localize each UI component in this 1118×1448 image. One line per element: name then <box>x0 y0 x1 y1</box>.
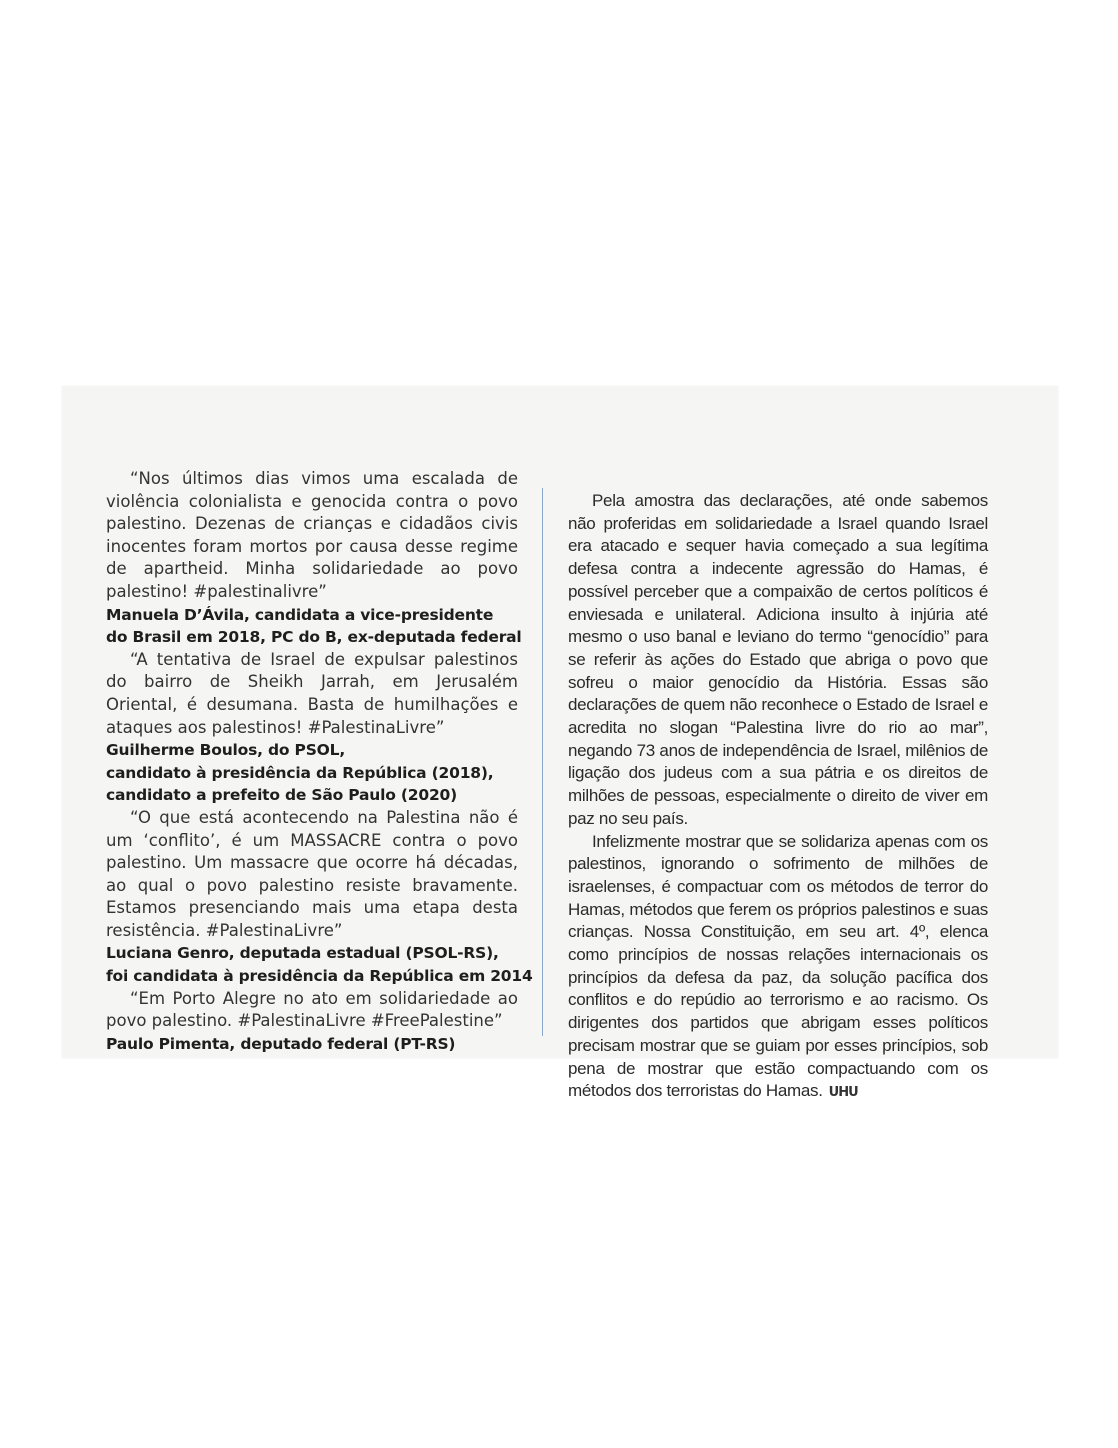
article-column <box>568 490 988 1105</box>
column-divider <box>542 488 543 1036</box>
attribution-line: candidato a prefeito de São Paulo (2020) <box>106 786 458 805</box>
attribution-line: Guilherme Boulos, do PSOL, <box>106 741 346 760</box>
end-mark-logo: UHU <box>828 1085 858 1101</box>
quote-text: “Em Porto Alegre no ato em solidariedade ao povo palestino. #PalestinaLivre #FreePalestine” <box>106 988 518 1031</box>
quote-attribution <box>106 739 518 807</box>
attribution-line: foi candidata à presidência da República em 2014 <box>106 967 533 986</box>
quote-text: “O que está acontecendo na Palestina não é um ‘conflito’, é um MASSACRE contra o povo palestino. Um massacre que ocorre há décadas, ao qual o povo palestino resiste bravamente. Estamos presenciando mais uma etapa desta resistência. #PalestinaLivre” <box>106 807 518 940</box>
attribution-line: Paulo Pimenta, deputado federal (PT-RS) <box>106 1034 456 1053</box>
quote-attribution <box>106 1033 518 1056</box>
attribution-line: do Brasil em 2018, PC do B, ex-deputada federal <box>106 628 522 647</box>
article-paragraph <box>568 831 988 1105</box>
attribution-line: Luciana Genro, deputada estadual (PSOL-RS), <box>106 944 499 963</box>
quote-attribution <box>106 942 533 987</box>
quotes-column <box>106 468 533 1055</box>
attribution-line: candidato à presidência da República (2018), <box>106 763 494 782</box>
article-paragraph-text: Infelizmente mostrar que se solidariza apenas com os palestinos, ignorando o sofrimento de milhões de israelenses, é compactuar com os métodos de terror do Hamas, métodos que ferem os próprios palestinos e suas crianças. Nossa Constituição, em seu art. 4º, elenca como princípios de nossas relações internacionais os princípios da defesa da paz, da solução pacífica dos conflitos e do repúdio ao terrorismo e ao racismo. Os dirigentes dos partidos que abrigam esses políticos precisam mostrar que se guiam por esses princípios, sob pena de mostrar que estão compactuando com os métodos dos terroristas do Hamas. <box>568 831 988 1101</box>
quote-text: “A tentativa de Israel de expulsar palestinos do bairro de Sheikh Jarrah, em Jerusalém Oriental, é desumana. Basta de humilhações e ataques aos palestinos! #PalestinaLivre” <box>106 649 518 737</box>
article-paragraph: Pela amostra das declarações, até onde sabemos não proferidas em solidariedade a Israel quando Israel era atacado e sequer havia começado a sua legítima defesa contra a indecente agressão do Hamas, é possível perceber que a compaixão de certos políticos é enviesada e unilateral. Adiciona insulto à injúria até mesmo o uso banal e leviano do termo “genocídio” para se referir às ações do Estado que abriga o povo que sofreu o maior genocídio da História. Essas são declarações de quem não reconhece o Estado de Israel e acredita no slogan “Palestina livre do rio ao mar”, negando 73 anos de independência de Israel, milênios de ligação dos judeus com a sua pátria e os direitos de milhões de pessoas, especialmente o direito de viver em paz no seu país. <box>568 491 988 828</box>
attribution-line: Manuela D’Ávila, candidata a vice-presidente <box>106 605 494 624</box>
quote-text: “Nos últimos dias vimos uma escalada de violência colonialista e genocida contra o povo palestino. Dezenas de crianças e cidadãos civis inocentes foram mortos por causa desse regime de apartheid. Minha solidariedade ao povo palestino! #palestinalivre” <box>106 469 518 601</box>
quote-attribution <box>106 604 522 649</box>
